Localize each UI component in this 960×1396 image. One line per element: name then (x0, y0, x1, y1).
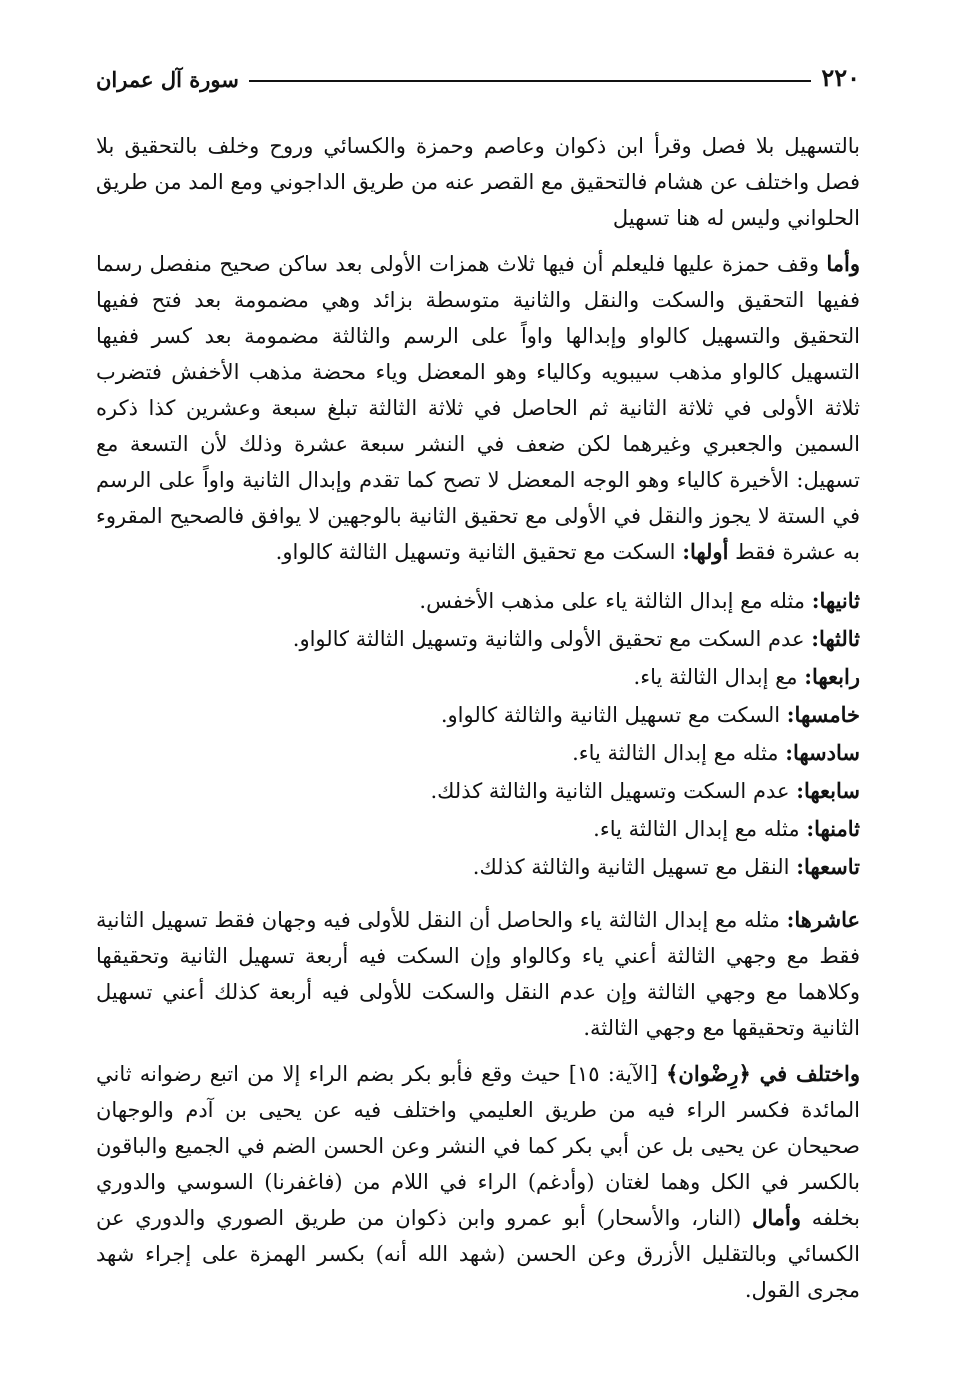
paragraph-ridwan-bold-2: وأمال (752, 1205, 801, 1230)
list-item-label: خامسها: (786, 702, 860, 727)
list-item (96, 848, 860, 886)
list-item-label: ثامنها: (806, 816, 860, 841)
list-item (96, 810, 860, 848)
list-item-text: مثله مع إبدال الثالثة ياء على مذهب الأخفس. (419, 589, 812, 613)
readings-list (96, 582, 860, 886)
paragraph-2-tail: السكت مع تحقيق الثانية وتسهيل الثالثة كالواو. (275, 540, 683, 564)
list-item-label: سادسها: (785, 740, 860, 765)
surah-title: سورة آل عمران (96, 67, 239, 92)
paragraph-2-lead: وأما (826, 251, 860, 276)
page-body (96, 128, 860, 1308)
paragraph-ridwan (96, 1056, 860, 1308)
list-item-text: السكت مع تسهيل الثانية والثالثة كالواو. (440, 703, 787, 727)
list-item-label: ثالثها: (811, 626, 860, 651)
list-item (96, 696, 860, 734)
list-item (96, 772, 860, 810)
list-item (96, 658, 860, 696)
list-item-label: تاسعها: (796, 854, 860, 879)
page-header (96, 52, 860, 92)
page-number: ٢٢٠ (821, 63, 860, 92)
paragraph-2-text: وقف حمزة عليها فليعلم أن فيها ثلاث همزات الأولى بعد ساكن صحيح منفصل رسما ففيها التحقيق والسكت والنقل والثانية متوسطة بزائد وهي مضمومة بعد فتح ففيها التحقيق والتسهيل كالواو وإبدالها واواً على الرسم والثالثة مضمومة بعد كسر ففيها التسهيل كالواو مذهب سيبويه وكالياء وهو المعضل وياء محضة مذهب الأخفش فتضرب ثلاثة الأولى في ثلاثة الثانية ثم الحاصل في ثلاثة الثالثة تبلغ سبعة وعشرين كذا ذكره السمين والجعبري وغيرهما لكن ضعف في النشر سبعة عشرة وذلك لأن التسعة مع تسهيل: الأخيرة كالياء وهو الوجه المعضل لا تصح كما تقدم وإبدال الثانية واواً على الرسم في الستة لا يجوز والنقل في الأولى مع تحقيق الثانية بالوجهين لا يوافق فالصحيح المقروء به عشرة فقط (96, 252, 860, 564)
list-item-text: عدم السكت وتسهيل الثانية والثالثة كذلك. (430, 779, 797, 803)
header-rule (249, 80, 812, 82)
list-item-text: مثله مع إبدال الثالثة ياء. (572, 741, 786, 765)
paragraph-1 (96, 128, 860, 236)
paragraph-tenth (96, 902, 860, 1046)
paragraph-tenth-text: مثله مع إبدال الثالثة ياء والحاصل أن النقل للأولى فيه وجهان فقط تسهيل الثانية فقط مع وجهي الثالثة أعني ياء وكالواو وإن السكت فيه أربعة تسهيل الثانية وتحقيقها وكلاهما مع وجهي الثالثة وإن عدم النقل والسكت للأولى فيه أربعة كذلك أعني تسهيل الثانية وتحقيقها مع وجهي الثالثة. (96, 908, 860, 1040)
paragraph-ridwan-lead: واختلف في ﴿رِضْوان﴾ (666, 1061, 860, 1086)
list-item-text: النقل مع تسهيل الثانية والثالثة كذلك. (472, 855, 797, 879)
paragraph-ridwan-text-2: (النار، والأسحار) أبو عمرو وابن ذكوان من طريق الصوري والدوري عن الكسائي وبالتقليل الأزرق وعن الحسن (شهد الله أنه) بكسر الهمزة على إجراء شهد مجرى القول. (96, 1206, 860, 1302)
list-item (96, 620, 860, 658)
list-item-label: رابعها: (804, 664, 860, 689)
list-item-label: سابعها: (796, 778, 860, 803)
list-item-label: ثانيها: (811, 588, 860, 613)
paragraph-2-tail-label: أولها: (682, 539, 729, 564)
paragraph-1-text: بالتسهيل بلا فصل وقرأ ابن ذكوان وعاصم وحمزة والكسائي وروح وخلف بالتحقيق بلا فصل واختلف عن هشام فالتحقيق مع القصر عنه من طريق الداجوني ومع المد من طريق الحلواني وليس له هنا تسهيل (96, 134, 860, 230)
paragraph-2 (96, 246, 860, 570)
list-item-text: مع إبدال الثالثة ياء. (633, 665, 805, 689)
paragraph-ridwan-text-1: [الآية: ١٥] حيث وقع فأبو بكر بضم الراء إلا من اتبع رضوانه ثاني المائدة فكسر الراء فيه من طريق العليمي واختلف فيه عن يحيى بن آدم والوجهان صحيحان عن يحيى بل عن أبي بكر كما في النشر وعن الحسن الضم في الجميع والباقون بالكسر في الكل وهما لغتان (وأدغم) الراء في اللام من (فاغفرنا) السوسي والدوري بخلفه (96, 1062, 860, 1230)
paragraph-tenth-lead: عاشرها: (786, 907, 860, 932)
list-item-text: مثله مع إبدال الثالثة ياء. (593, 817, 807, 841)
list-item-text: عدم السكت مع تحقيق الأولى والثانية وتسهيل الثالثة كالواو. (292, 627, 812, 651)
list-item (96, 582, 860, 620)
list-item (96, 734, 860, 772)
